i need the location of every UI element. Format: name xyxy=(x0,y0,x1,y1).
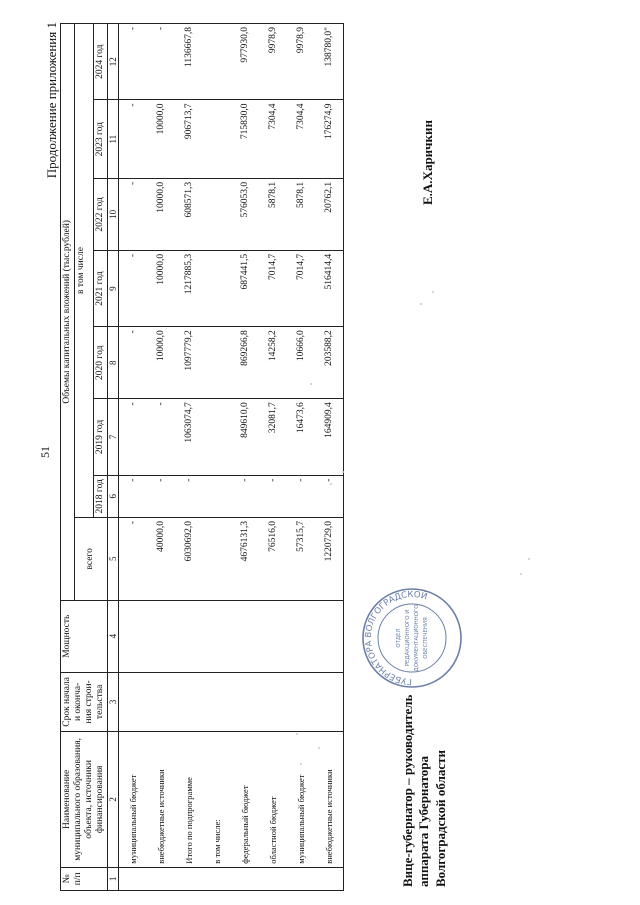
empty-cell xyxy=(147,867,175,890)
scan-speck xyxy=(296,733,298,735)
empty-cell xyxy=(287,672,315,731)
scan-speck xyxy=(300,763,302,765)
row-value: 10666,0 xyxy=(287,327,315,399)
row-value xyxy=(203,327,231,399)
row-total: 4676131,3 xyxy=(231,517,259,600)
table-row xyxy=(315,24,344,891)
empty-cell xyxy=(259,600,287,672)
row-value: 7014,7 xyxy=(259,250,287,326)
header-capacity: Мощность xyxy=(61,600,108,672)
row-value: - xyxy=(119,24,148,100)
row-value: 849610,0 xyxy=(231,399,259,475)
header-term: Срок начала и оконча-ния строи-тельства xyxy=(61,672,108,731)
scan-speck xyxy=(342,471,344,473)
row-value: - xyxy=(119,100,148,178)
column-number: 10 xyxy=(107,178,118,250)
row-value: 5878,1 xyxy=(287,178,315,250)
row-value: 164909,4 xyxy=(315,399,344,475)
row-value xyxy=(203,178,231,250)
row-value xyxy=(203,475,231,517)
empty-cell xyxy=(119,600,148,672)
header-year: 2018 год xyxy=(93,475,107,517)
header-year: 2019 год xyxy=(93,399,107,475)
column-number: 12 xyxy=(107,24,118,100)
header-no: № п/п xyxy=(61,867,108,890)
column-number: 7 xyxy=(107,399,118,475)
empty-cell xyxy=(231,672,259,731)
empty-cell xyxy=(231,867,259,890)
empty-cell xyxy=(259,867,287,890)
row-value: 20762,1 xyxy=(315,178,344,250)
column-number: 11 xyxy=(107,100,118,178)
row-value: 16473,6 xyxy=(287,399,315,475)
capital-investment-table xyxy=(60,23,344,891)
row-total: - xyxy=(119,517,148,600)
row-value: - xyxy=(147,475,175,517)
table-row xyxy=(203,24,231,891)
seal-stamp-icon xyxy=(360,586,464,690)
row-value: - xyxy=(147,24,175,100)
empty-cell xyxy=(175,867,203,890)
row-total: 76516,0 xyxy=(259,517,287,600)
empty-cell xyxy=(315,672,344,731)
row-value xyxy=(203,100,231,178)
header-total: всего xyxy=(74,517,107,600)
row-label: внебюджетные источники xyxy=(147,732,175,868)
row-value: 516414,4 xyxy=(315,250,344,326)
row-value: 10000,0 xyxy=(147,327,175,399)
empty-cell xyxy=(287,600,315,672)
seal-inner-line4: ОБЕСПЕЧЕНИЯ xyxy=(423,617,429,659)
row-value: 10000,0 xyxy=(147,250,175,326)
signature-title-line3: Волгоградской области xyxy=(432,749,448,887)
row-value xyxy=(203,24,231,100)
scan-speck xyxy=(310,383,312,385)
empty-cell xyxy=(119,867,148,890)
table-row xyxy=(119,24,148,891)
header-year: 2022 год xyxy=(93,178,107,250)
column-number: 3 xyxy=(107,672,118,731)
empty-cell xyxy=(119,672,148,731)
scan-speck xyxy=(420,303,422,305)
row-value: 14258,2 xyxy=(259,327,287,399)
row-value: - xyxy=(119,250,148,326)
scan-speck xyxy=(520,573,522,575)
row-value: 869266,8 xyxy=(231,327,259,399)
empty-cell xyxy=(203,600,231,672)
row-value: 1136667,8 xyxy=(175,24,203,100)
table-body xyxy=(119,24,344,891)
row-value: 10000,0 xyxy=(147,100,175,178)
signature-title-line2: аппарата Губернатора xyxy=(416,755,432,887)
row-label: внебюджетные источники xyxy=(315,732,344,868)
header-year: 2021 год xyxy=(93,250,107,326)
empty-cell xyxy=(175,600,203,672)
row-total: 1220729,0 xyxy=(315,517,344,600)
continuation-note: Продолжение приложения 1 xyxy=(44,22,59,179)
row-value: 906713,7 xyxy=(175,100,203,178)
page-number: 51 xyxy=(38,446,52,458)
header-year: 2023 год xyxy=(93,100,107,178)
row-value: 10000,0 xyxy=(147,178,175,250)
scan-speck xyxy=(432,291,434,293)
signature-title-line1: Вице-губернатор – руководитель xyxy=(400,694,415,887)
row-label: федеральный бюджет xyxy=(231,732,259,868)
row-total: 40000,0 xyxy=(147,517,175,600)
table-row xyxy=(147,24,175,891)
row-value: - xyxy=(147,399,175,475)
column-number: 4 xyxy=(107,600,118,672)
empty-cell xyxy=(203,672,231,731)
row-value: 9978,9 xyxy=(287,24,315,100)
row-label: в том числе: xyxy=(203,732,231,868)
row-value: 977930,0 xyxy=(231,24,259,100)
row-value: 32081,7 xyxy=(259,399,287,475)
row-value: - xyxy=(315,475,344,517)
seal-inner-line2: РЕДАКЦИОННОГО И xyxy=(405,609,411,667)
header-year: 2020 год xyxy=(93,327,107,399)
column-number: 6 xyxy=(107,475,118,517)
row-value: 1063074,7 xyxy=(175,399,203,475)
row-value: - xyxy=(175,475,203,517)
header-year: 2024 год xyxy=(93,24,107,100)
official-seal xyxy=(360,586,464,690)
signer-name: Е.А.Харичкин xyxy=(420,120,435,205)
empty-cell xyxy=(259,672,287,731)
empty-cell xyxy=(147,672,175,731)
table-row xyxy=(287,24,315,891)
empty-cell xyxy=(315,600,344,672)
table-row xyxy=(259,24,287,891)
table-row xyxy=(231,24,259,891)
row-value: - xyxy=(231,475,259,517)
header-including: в том числе xyxy=(74,24,93,518)
header-volumes: Объемы капитальных вложений (тыс.рублей) xyxy=(61,24,75,601)
row-total xyxy=(203,517,231,600)
table-row xyxy=(175,24,203,891)
row-value: 7304,4 xyxy=(287,100,315,178)
row-value: - xyxy=(287,475,315,517)
row-value xyxy=(203,399,231,475)
empty-cell xyxy=(231,600,259,672)
row-value: 7304,4 xyxy=(259,100,287,178)
row-label: муниципальный бюджет xyxy=(287,732,315,868)
row-value: 9978,9 xyxy=(259,24,287,100)
column-numbers-row xyxy=(107,24,118,891)
empty-cell xyxy=(203,867,231,890)
row-value: 1097779,2 xyxy=(175,327,203,399)
row-value: - xyxy=(119,475,148,517)
row-value: - xyxy=(119,399,148,475)
row-value: 7014,7 xyxy=(287,250,315,326)
row-value: 687441,5 xyxy=(231,250,259,326)
column-number: 2 xyxy=(107,732,118,868)
row-value: 176274,9 xyxy=(315,100,344,178)
row-total: 57315,7 xyxy=(287,517,315,600)
seal-outer-text: ГУБЕРНАТОРА ВОЛГОГРАДСКОЙ xyxy=(363,589,429,687)
row-value: 1217885,3 xyxy=(175,250,203,326)
empty-cell xyxy=(175,672,203,731)
row-value: 203588,2 xyxy=(315,327,344,399)
column-number: 9 xyxy=(107,250,118,326)
row-value: - xyxy=(259,475,287,517)
row-value: 715830,0 xyxy=(231,100,259,178)
header-name: Наименование муниципального образования, объекта, источники финансирования xyxy=(61,732,108,868)
row-value: - xyxy=(119,178,148,250)
empty-cell xyxy=(287,867,315,890)
seal-inner-line3: ДОКУМЕНТАЦИОННОГО xyxy=(414,604,420,672)
row-total: 6030692,0 xyxy=(175,517,203,600)
signature-title-block xyxy=(400,695,449,887)
row-label: Итого по подпрограмме xyxy=(175,732,203,868)
empty-cell xyxy=(147,600,175,672)
column-number: 8 xyxy=(107,327,118,399)
row-label: областной бюджет xyxy=(259,732,287,868)
empty-cell xyxy=(315,867,344,890)
row-value: - xyxy=(119,327,148,399)
row-value: 576053,0 xyxy=(231,178,259,250)
scan-speck xyxy=(330,483,332,485)
row-value: 608571,3 xyxy=(175,178,203,250)
scan-speck xyxy=(528,558,530,560)
row-value: 5878,1 xyxy=(259,178,287,250)
scan-speck xyxy=(318,747,320,749)
row-value: 138780,0" xyxy=(315,24,344,100)
seal-inner-line1: ОТДЕЛ xyxy=(396,628,402,648)
row-value xyxy=(203,250,231,326)
column-number: 1 xyxy=(107,867,118,890)
row-label: муниципальный бюджет xyxy=(119,732,148,868)
column-number: 5 xyxy=(107,517,118,600)
